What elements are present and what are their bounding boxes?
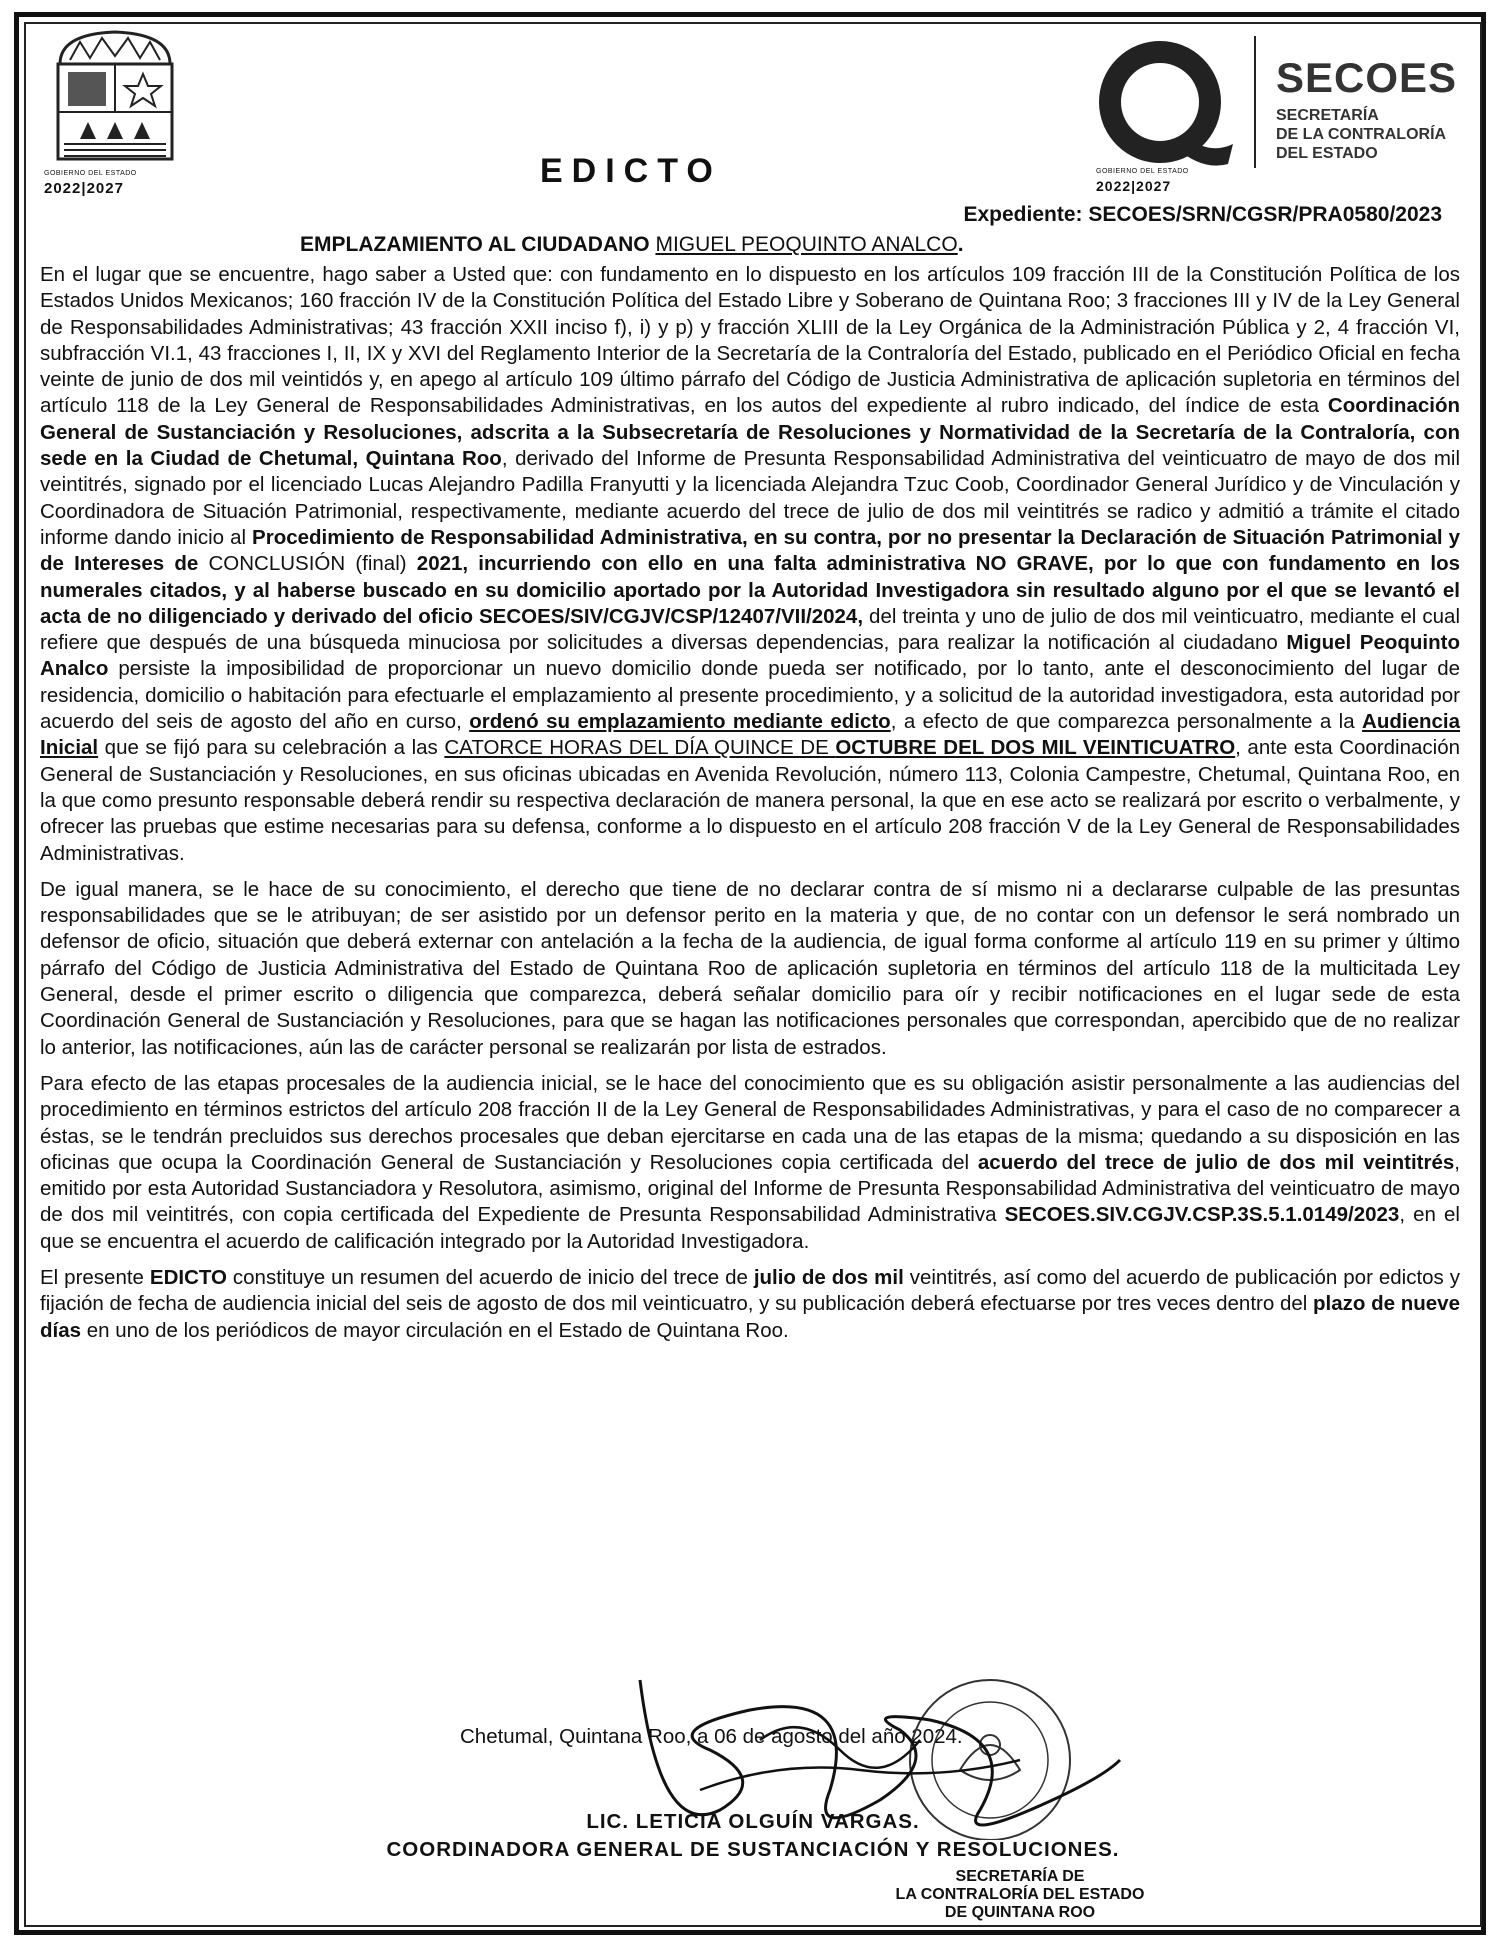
text-run-bold: acuerdo del trece de julio de dos mil veintitrés <box>977 1150 1455 1174</box>
document-title: EDICTO <box>540 152 722 190</box>
paragraph-legal-basis <box>40 262 1460 867</box>
q-quintana-roo-logo-icon <box>1088 36 1238 186</box>
text-run: , en el que se encuentra el acuerdo de calificación integrado por la Autoridad Investigadora. <box>40 1203 1460 1253</box>
text-run: El presente <box>40 1265 150 1289</box>
text-run-bold: SECOES.SIV.CGJV.CSP.3S.5.1.0149/2023 <box>1004 1203 1400 1227</box>
text-run-bold-underline: Audiencia Inicial <box>40 710 1460 760</box>
text-run: veintitrés, así como del acuerdo de publicación por edictos y fijación de fecha de audiencia inicial del seis de agosto de dos mil veinticuatro, y su publicación deberá efectuarse por tres veces dentro del <box>40 1265 1460 1316</box>
text-run: que se fijó para su celebración a las <box>98 736 445 760</box>
signer-name: LIC. LETICIA OLGUÍN VARGAS. <box>586 1810 920 1833</box>
document-header <box>40 22 1460 197</box>
document-body <box>40 262 1460 1354</box>
left-logo-caption: GOBIERNO DEL ESTADO <box>44 170 137 177</box>
paragraph-rights: De igual manera, se le hace de su conocimiento, el derecho que tiene de no declarar contra de sí mismo ni a declararse culpable de las presuntas responsabilidades que se le atribuyan; de ser asistido por un defensor perito en la materia y que, de no contar con un defensor le será nombrado un defensor de oficio, situación que deberá externar con antelación a la fecha de la audiencia, de igual forma conforme al artículo 119 en su primer y último párrafo del Código de Justicia Administrativa del Estado de Quintana Roo de aplicación supletoria en términos del artículo 118 de la multicitada Ley General, desde el primer escrito o diligencia que comparezca, deberá señalar domicilio para oír y recibir notificaciones en el lugar sede de esta Coordinación General de Sustanciación y Resoluciones, para que se hagan las notificaciones personales que correspondan, apercibido que de no realizar lo anterior, las notificaciones, aún las de carácter personal se realizarán por lista de estrados. <box>40 877 1460 1059</box>
text-run-bold: Miguel Peoquinto Analco <box>40 631 1460 681</box>
text-run: en uno de los periódicos de mayor circulación en el Estado de Quintana Roo. <box>81 1318 789 1342</box>
text-run: , a efecto de que comparezca personalmente a la <box>890 710 1363 734</box>
org-subtitle <box>1276 106 1446 163</box>
org-subtitle-line: SECRETARÍA <box>1276 107 1379 124</box>
text-run: , emitido por esta Autoridad Sustanciadora y Resolutora, asimismo, original del Informe de Presunta Responsabilidad Administrativa del veinticuatro de mayo de dos mil veintitrés, con copia certificada del Expediente de Presunta Responsabilidad Administrativa <box>40 1150 1460 1227</box>
summons-heading <box>300 233 964 257</box>
summons-suffix: . <box>957 233 964 256</box>
header-divider <box>1254 36 1256 168</box>
text-run: Para efecto de las etapas procesales de la audiencia inicial, se le hace del conocimiento que es su obligación asistir personalmente a las audiencias del procedimiento en términos estrictos del artículo 208 fracción II de la Ley General de Responsabilidades Administrativas, y para el caso de no comparecer a éstas, se le tendrán precluidos sus derechos procesales que deban ejercitarse en cada una de las etapas de la misma; quedando a su disposición en las oficinas que ocupa la Coordinación General de Sustanciación y Resoluciones copia certificada del <box>40 1071 1460 1174</box>
paragraph-procedural-stages <box>40 1071 1460 1255</box>
signer-title: COORDINADORA GENERAL DE SUSTANCIACIÓN Y RESOLUCIONES. <box>386 1838 1120 1861</box>
text-run-bold: Coordinación General de Sustanciación y Resoluciones, adscrita a la Subsecretaría de Resoluciones y Normatividad de la Secretaría de la Contraloría, con sede en la Ciudad de Chetumal, Quintana Roo <box>40 394 1460 471</box>
org-name: SECOES <box>1276 54 1458 101</box>
stamp-line: DE QUINTANA ROO <box>944 1904 1096 1921</box>
place-and-date: Chetumal, Quintana Roo, a 06 de agosto del año 2024. <box>460 1725 963 1748</box>
text-run-bold: julio de dos mil <box>753 1265 904 1289</box>
case-number: Expediente: SECOES/SRN/CGSR/PRA0580/2023 <box>963 203 1442 226</box>
text-run: persiste la imposibilidad de proporcionar un nuevo domicilio donde pueda ser notificado, por lo tanto, ante el desconocimiento del lugar de residencia, domicilio o habitación para efectuarle el emplazamiento al presente procedimiento, y a solicitud de la autoridad investigadora, esta autoridad por acuerdo del seis de agosto del año en curso, <box>40 657 1460 734</box>
paragraph-publication <box>40 1265 1460 1344</box>
text-run: constituye un resumen del acuerdo de inicio del trece de <box>226 1265 754 1289</box>
text-run-bold-underline: OCTUBRE DEL DOS MIL VEINTICUATRO <box>835 736 1236 760</box>
summons-prefix: EMPLAZAMIENTO AL CIUDADANO <box>300 233 656 256</box>
text-run: , derivado del Informe de Presunta Responsabilidad Administrativa del veinticuatro de mayo de dos mil veintitrés, signado por el licenciado Lucas Alejandro Padilla Franyutti y la licenciada Alejandra Tzuc Coob, Coordinador General Jurídico y de Vinculación y Coordinadora de Situación Patrimonial, respectivamente, mediante acuerdo del trece de julio de dos mil veintitrés se radico y admitió a trámite el citado informe dando inicio al <box>40 447 1460 549</box>
text-run: CONCLUSIÓN (final) <box>198 552 417 576</box>
text-run: del treinta y uno de julio de dos mil veinticuatro, mediante el cual refiere que después de una búsqueda minuciosa por solicitudes a diversas dependencias, para realizar la notificación al ciudadano <box>40 604 1460 655</box>
text-run: En el lugar que se encuentre, hago saber a Usted que: con fundamento en lo dispuesto en los artículos 109 fracción III de la Constitución Política de los Estados Unidos Mexicanos; 160 fracción IV de la Constitución Política del Estado Libre y Soberano de Quintana Roo; 3 fracciones III y IV de la Ley General de Responsabilidades Administrativas; 43 fracción XXII inciso f), i) y p) y fracción XLIII de la Ley Orgánica de la Administración Pública y 2, 4 fracción VI, subfracción VI.1, 43 fracciones I, II, IX y XVI del Reglamento Interior de la Secretaría de la Contraloría del Estado, publicado en el Periódico Oficial en fecha veinte de junio de dos mil veintidós y, en apego al artículo 109 último párrafo del Código de Justicia Administrativa de aplicación supletoria en términos del artículo 118 de la Ley General de Responsabilidades Administrativas, en los autos del expediente al rubro indicado, del índice de esta <box>40 263 1460 418</box>
org-subtitle-line: DEL ESTADO <box>1276 145 1378 162</box>
text-run-underline: CATORCE HORAS DEL DÍA QUINCE DE <box>444 736 836 760</box>
text-run-bold: EDICTO <box>149 1265 227 1289</box>
stamp-line: SECRETARÍA DE <box>955 1868 1085 1885</box>
stamp-line: LA CONTRALORÍA DEL ESTADO <box>895 1886 1145 1903</box>
right-logo-years: 2022|2027 <box>1096 178 1172 194</box>
org-subtitle-line: DE LA CONTRALORÍA <box>1276 126 1447 143</box>
text-run-bold-underline: ordenó su emplazamiento mediante edicto <box>469 710 891 734</box>
left-logo-years: 2022|2027 <box>44 180 124 197</box>
text-run-bold: plazo de nueve días <box>40 1292 1460 1342</box>
text-run: , ante esta Coordinación General de Sustanciación y Resoluciones, en sus oficinas ubicadas en Avenida Revolución, número 113, Colonia Campestre, Chetumal, Quintana Roo, en la que como presunto responsable deberá rendir su respectiva declaración de manera personal, la que en ese acto se realizará por escrito o verbalmente, y ofrecer las pruebas que estime necesarias para su defensa, conforme a lo dispuesto en el artículo 208 fracción V de la Ley General de Responsabilidades Administrativas. <box>40 736 1460 865</box>
text-run-bold: Procedimiento de Responsabilidad Administrativa, en su contra, por no presentar la Declaración de Situación Patrimonial y de Intereses de <box>40 525 1460 576</box>
text-run-bold: 2021, incurriendo con ello en una falta administrativa NO GRAVE, por lo que con fundamento en los numerales citados, y al haberse buscado en su domicilio aportado por la Autoridad Investigadora sin resultado alguno por el que se levantó el acta de no diligenciado y derivado del oficio SECOES/SIV/CGJV/CSP/12407/VII/2024, <box>40 552 1461 628</box>
institution-stamp-text <box>855 1868 1185 1922</box>
summoned-person-name: MIGUEL PEOQUINTO ANALCO <box>655 233 958 256</box>
right-logo-caption: GOBIERNO DEL ESTADO <box>1096 168 1189 175</box>
